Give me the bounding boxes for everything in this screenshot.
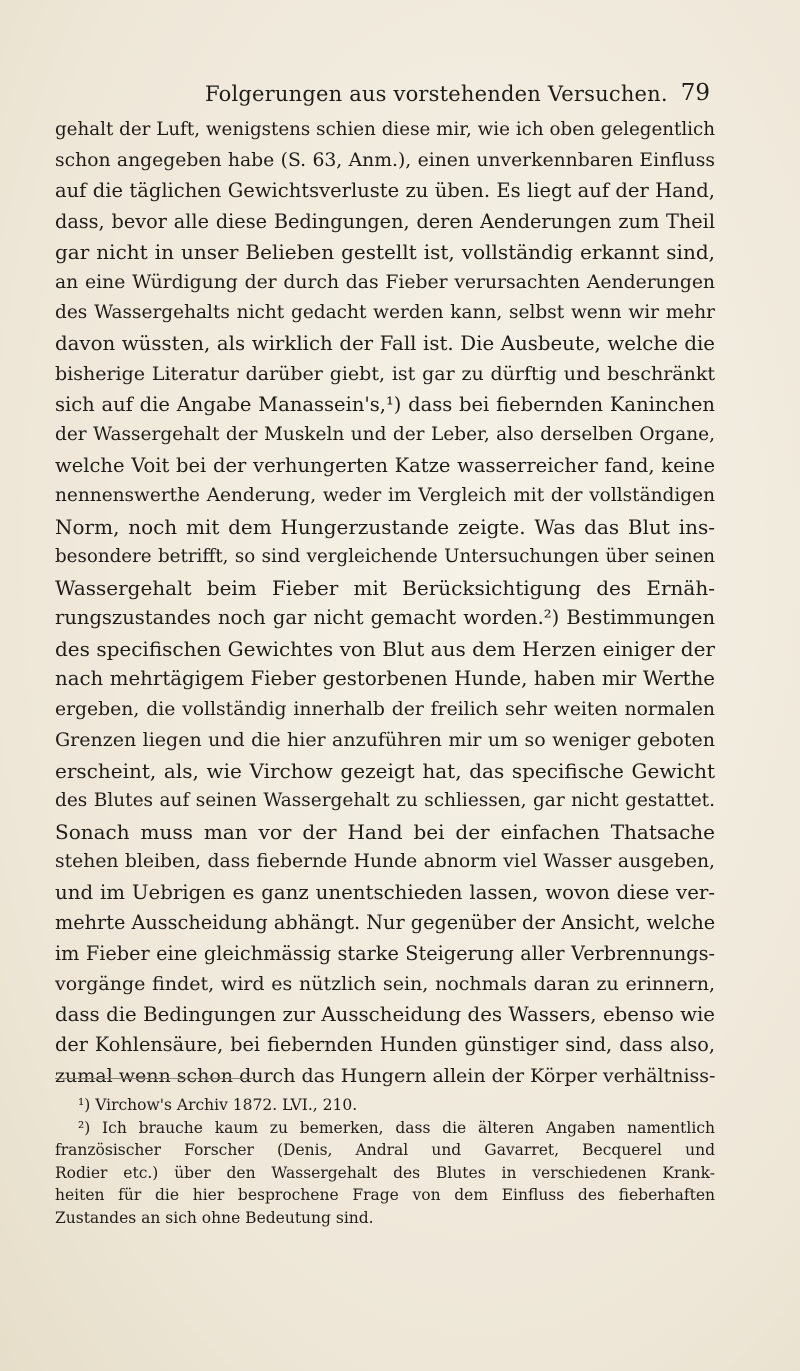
text-line: im Fieber eine gleichmässig starke Steigerung aller Verbrennungs- [55,941,715,965]
text-line: Grenzen liegen und die hier anzuführen mir um so weniger geboten [55,729,715,751]
text-line: sich auf die Angabe Manassein's,¹) dass bei fiebernden Kaninchen [55,392,715,416]
text-line: der Wassergehalt der Muskeln und der Leber, also derselben Organe, [55,424,715,445]
page-header [205,82,710,114]
text-line: des Blutes auf seinen Wassergehalt zu schliessen, gar nicht gestattet. [55,790,715,811]
text-line: gehalt der Luft, wenigstens schien diese mir, wie ich oben gelegentlich [55,119,715,140]
text-line: Sonach muss man vor der Hand bei der einfachen Thatsache [55,819,715,844]
footnote-2: ²) Ich brauche kaum zu bemerken, dass die älteren Angaben namentlich [78,1118,715,1137]
text-line: und im Uebrigen es ganz unentschieden lassen, wovon diese ver- [55,880,715,904]
footnote-2-line: französischer Forscher (Denis, Andral und Gavarret, Becquerel und [55,1141,715,1159]
text-line: nennenswerthe Aenderung, weder im Vergleich mit der vollständigen [55,485,715,506]
text-line: dass, bevor alle diese Bedingungen, deren Aenderungen zum Theil [55,209,715,233]
text-line: schon angegeben habe (S. 63, Anm.), einen unverkennbaren Einfluss [55,149,715,171]
text-line: der Kohlensäure, bei fiebernden Hunden günstiger sind, dass also, [55,1033,715,1056]
text-line: des Wassergehalts nicht gedacht werden kann, selbst wenn wir mehr [55,302,715,323]
text-line: auf die täglichen Gewichtsverluste zu üben. Es liegt auf der Hand, [55,179,715,202]
text-line: Wassergehalt beim Fieber mit Berücksichtigung des Ernäh- [55,575,715,600]
running-title: Folgerungen aus vorstehenden Versuchen. [205,82,668,106]
text-line: ergeben, die vollständig innerhalb der freilich sehr weiten normalen [55,698,715,720]
footnote-2-line: Rodier etc.) über den Wassergehalt des Blutes in verschiedenen Krank- [55,1163,715,1182]
text-line: welche Voit bei der verhungerten Katze wasserreicher fand, keine [55,453,715,477]
text-line: erscheint, als, wie Virchow gezeigt hat, das specifische Gewicht [55,758,715,783]
text-line: zumal wenn schon durch das Hungern allein der Körper verhältniss- [55,1064,716,1087]
text-line: stehen bleiben, dass fiebernde Hunde abnorm viel Wasser ausgeben, [55,851,715,872]
text-line: gar nicht in unser Belieben gestellt ist, vollständig erkannt sind, [55,240,715,264]
text-line: des specifischen Gewichtes von Blut aus dem Herzen einiger der [55,636,715,661]
text-line: davon wüssten, als wirklich der Fall ist. Die Ausbeute, welche die [55,331,715,355]
text-line: nach mehrtägigem Fieber gestorbenen Hunde, haben mir Werthe [55,667,715,690]
footnote-rule [55,1078,255,1079]
page-number: 79 [680,80,710,106]
text-line: an eine Würdigung der durch das Fieber verursachten Aenderungen [55,271,715,293]
text-line: vorgänge findet, wird es nützlich sein, nochmals daran zu erinnern, [55,973,715,995]
footnotes [55,1094,715,1229]
footnote-2-line: heiten für die hier besprochene Frage von dem Einfluss des fieberhaften [55,1186,715,1204]
text-line: mehrte Ausscheidung abhängt. Nur gegenüber der Ansicht, welche [55,911,716,934]
body-text [55,115,715,1091]
text-line: rungszustandes noch gar nicht gemacht worden.²) Bestimmungen [55,606,715,629]
text-line: besondere betrifft, so sind vergleichende Untersuchungen über seinen [55,546,715,567]
text-line: dass die Bedingungen zur Ausscheidung des Wassers, ebenso wie [55,1002,715,1026]
footnote-1: ¹) Virchow's Archiv 1872. LVI., 210. [78,1096,358,1114]
text-line: bisherige Literatur darüber giebt, ist gar zu dürftig und beschränkt [55,363,715,385]
text-line: Norm, noch mit dem Hungerzustande zeigte. Was das Blut ins- [55,514,715,539]
footnote-2-line: Zustandes an sich ohne Bedeutung sind. [55,1208,374,1227]
